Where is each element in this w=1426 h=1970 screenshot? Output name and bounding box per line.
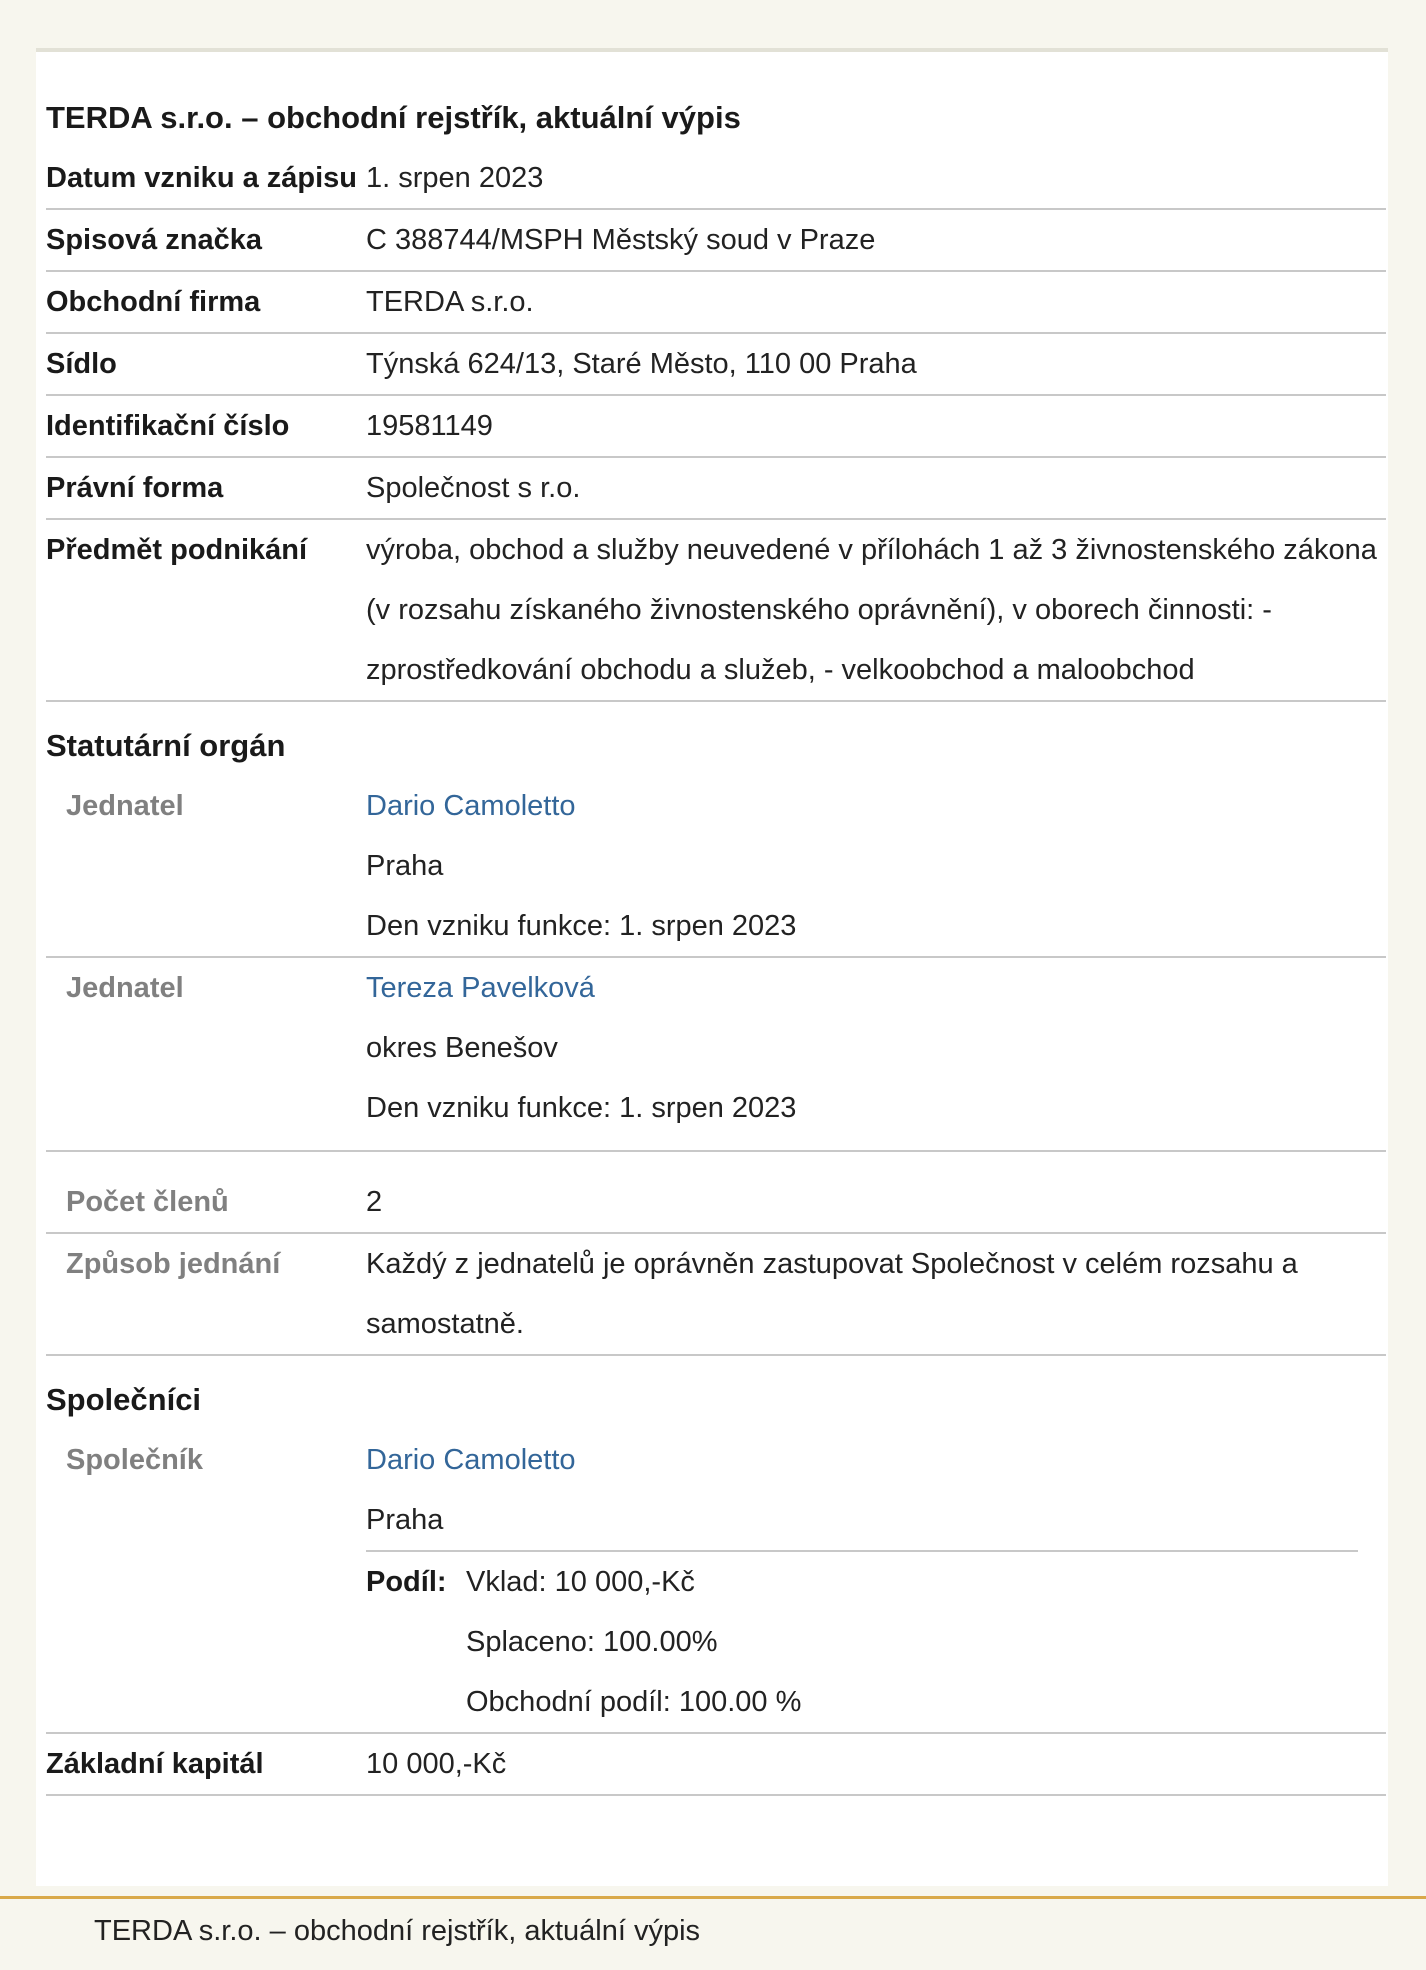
row-label: Spisová značka — [46, 209, 366, 271]
row-label: Právní forma — [46, 457, 366, 519]
row-value: 1. srpen 2023 — [366, 148, 1386, 209]
row-value: 19581149 — [366, 395, 1386, 457]
share-splaceno: Splaceno: 100.00% — [466, 1626, 718, 1658]
share-label: Podíl: — [366, 1566, 447, 1598]
row-sidlo — [46, 333, 1386, 395]
row-value — [366, 776, 1386, 957]
row-obchodni-firma — [46, 271, 1386, 333]
row-value: 2 — [366, 1151, 1386, 1233]
row-value — [366, 1430, 1386, 1733]
person-place: Praha — [366, 850, 444, 882]
row-value: 10 000,-Kč — [366, 1733, 1386, 1795]
row-label: Obchodní firma — [46, 271, 366, 333]
row-label: Identifikační číslo — [46, 395, 366, 457]
row-value: Týnská 624/13, Staré Město, 110 00 Praha — [366, 333, 1386, 395]
person-link[interactable]: Dario Camoletto — [366, 1444, 576, 1476]
person-place: okres Benešov — [366, 1032, 558, 1064]
spacer — [366, 1138, 1386, 1150]
row-label: Společník — [46, 1430, 366, 1733]
share-obchodni-podil: Obchodní podíl: 100.00 % — [466, 1686, 802, 1718]
row-ico — [46, 395, 1386, 457]
row-label: Sídlo — [46, 333, 366, 395]
person-link[interactable]: Tereza Pavelková — [366, 972, 595, 1004]
section-heading: Statutární orgán — [46, 728, 286, 763]
person-link[interactable]: Dario Camoletto — [366, 790, 576, 822]
person-place: Praha — [366, 1504, 444, 1536]
function-start: Den vzniku funkce: 1. srpen 2023 — [366, 910, 797, 942]
section-heading: Společníci — [46, 1382, 202, 1417]
row-label: Předmět podnikání — [46, 519, 366, 701]
row-jednatel — [46, 957, 1386, 1151]
section-statutarni-organ — [46, 701, 1386, 776]
row-label: Počet členů — [46, 1151, 366, 1233]
row-label: Jednatel — [46, 776, 366, 957]
row-spisova-znacka — [46, 209, 1386, 271]
row-value — [366, 957, 1386, 1151]
row-pravni-forma — [46, 457, 1386, 519]
register-card — [36, 48, 1388, 1886]
row-value: TERDA s.r.o. — [366, 271, 1386, 333]
page-title: TERDA s.r.o. – obchodní rejstřík, aktuální výpis — [46, 100, 741, 135]
share-block — [366, 1552, 1386, 1732]
row-spolecnik — [46, 1430, 1386, 1733]
row-pocet-clenu — [46, 1151, 1386, 1233]
footer-divider — [0, 1896, 1426, 1899]
row-label: Způsob jednání — [46, 1233, 366, 1355]
register-table — [46, 148, 1386, 1796]
row-label: Základní kapitál — [46, 1733, 366, 1795]
row-jednatel — [46, 776, 1386, 957]
footer-text: TERDA s.r.o. – obchodní rejstřík, aktuální výpis — [94, 1915, 701, 1947]
row-value: výroba, obchod a služby neuvedené v přílohách 1 až 3 živnostenského zákona (v rozsahu získaného živnostenského oprávnění), v oborech činnosti: - zprostředkování obchodu a služeb, - velkoobchod a maloobchod — [366, 519, 1386, 701]
row-value: Každý z jednatelů je oprávněn zastupovat Společnost v celém rozsahu a samostatně. — [366, 1233, 1386, 1355]
function-start: Den vzniku funkce: 1. srpen 2023 — [366, 1092, 797, 1124]
row-label: Jednatel — [46, 957, 366, 1151]
row-label: Datum vzniku a zápisu — [46, 148, 366, 209]
row-value: Společnost s r.o. — [366, 457, 1386, 519]
share-details — [466, 1552, 801, 1732]
share-vklad: Vklad: 10 000,-Kč — [466, 1566, 695, 1598]
row-predmet-podnikani — [46, 519, 1386, 701]
row-zpusob-jednani — [46, 1233, 1386, 1355]
row-datum-vzniku — [46, 148, 1386, 209]
row-value: C 388744/MSPH Městský soud v Praze — [366, 209, 1386, 271]
row-zakladni-kapital — [46, 1733, 1386, 1795]
section-spolecnici — [46, 1355, 1386, 1430]
